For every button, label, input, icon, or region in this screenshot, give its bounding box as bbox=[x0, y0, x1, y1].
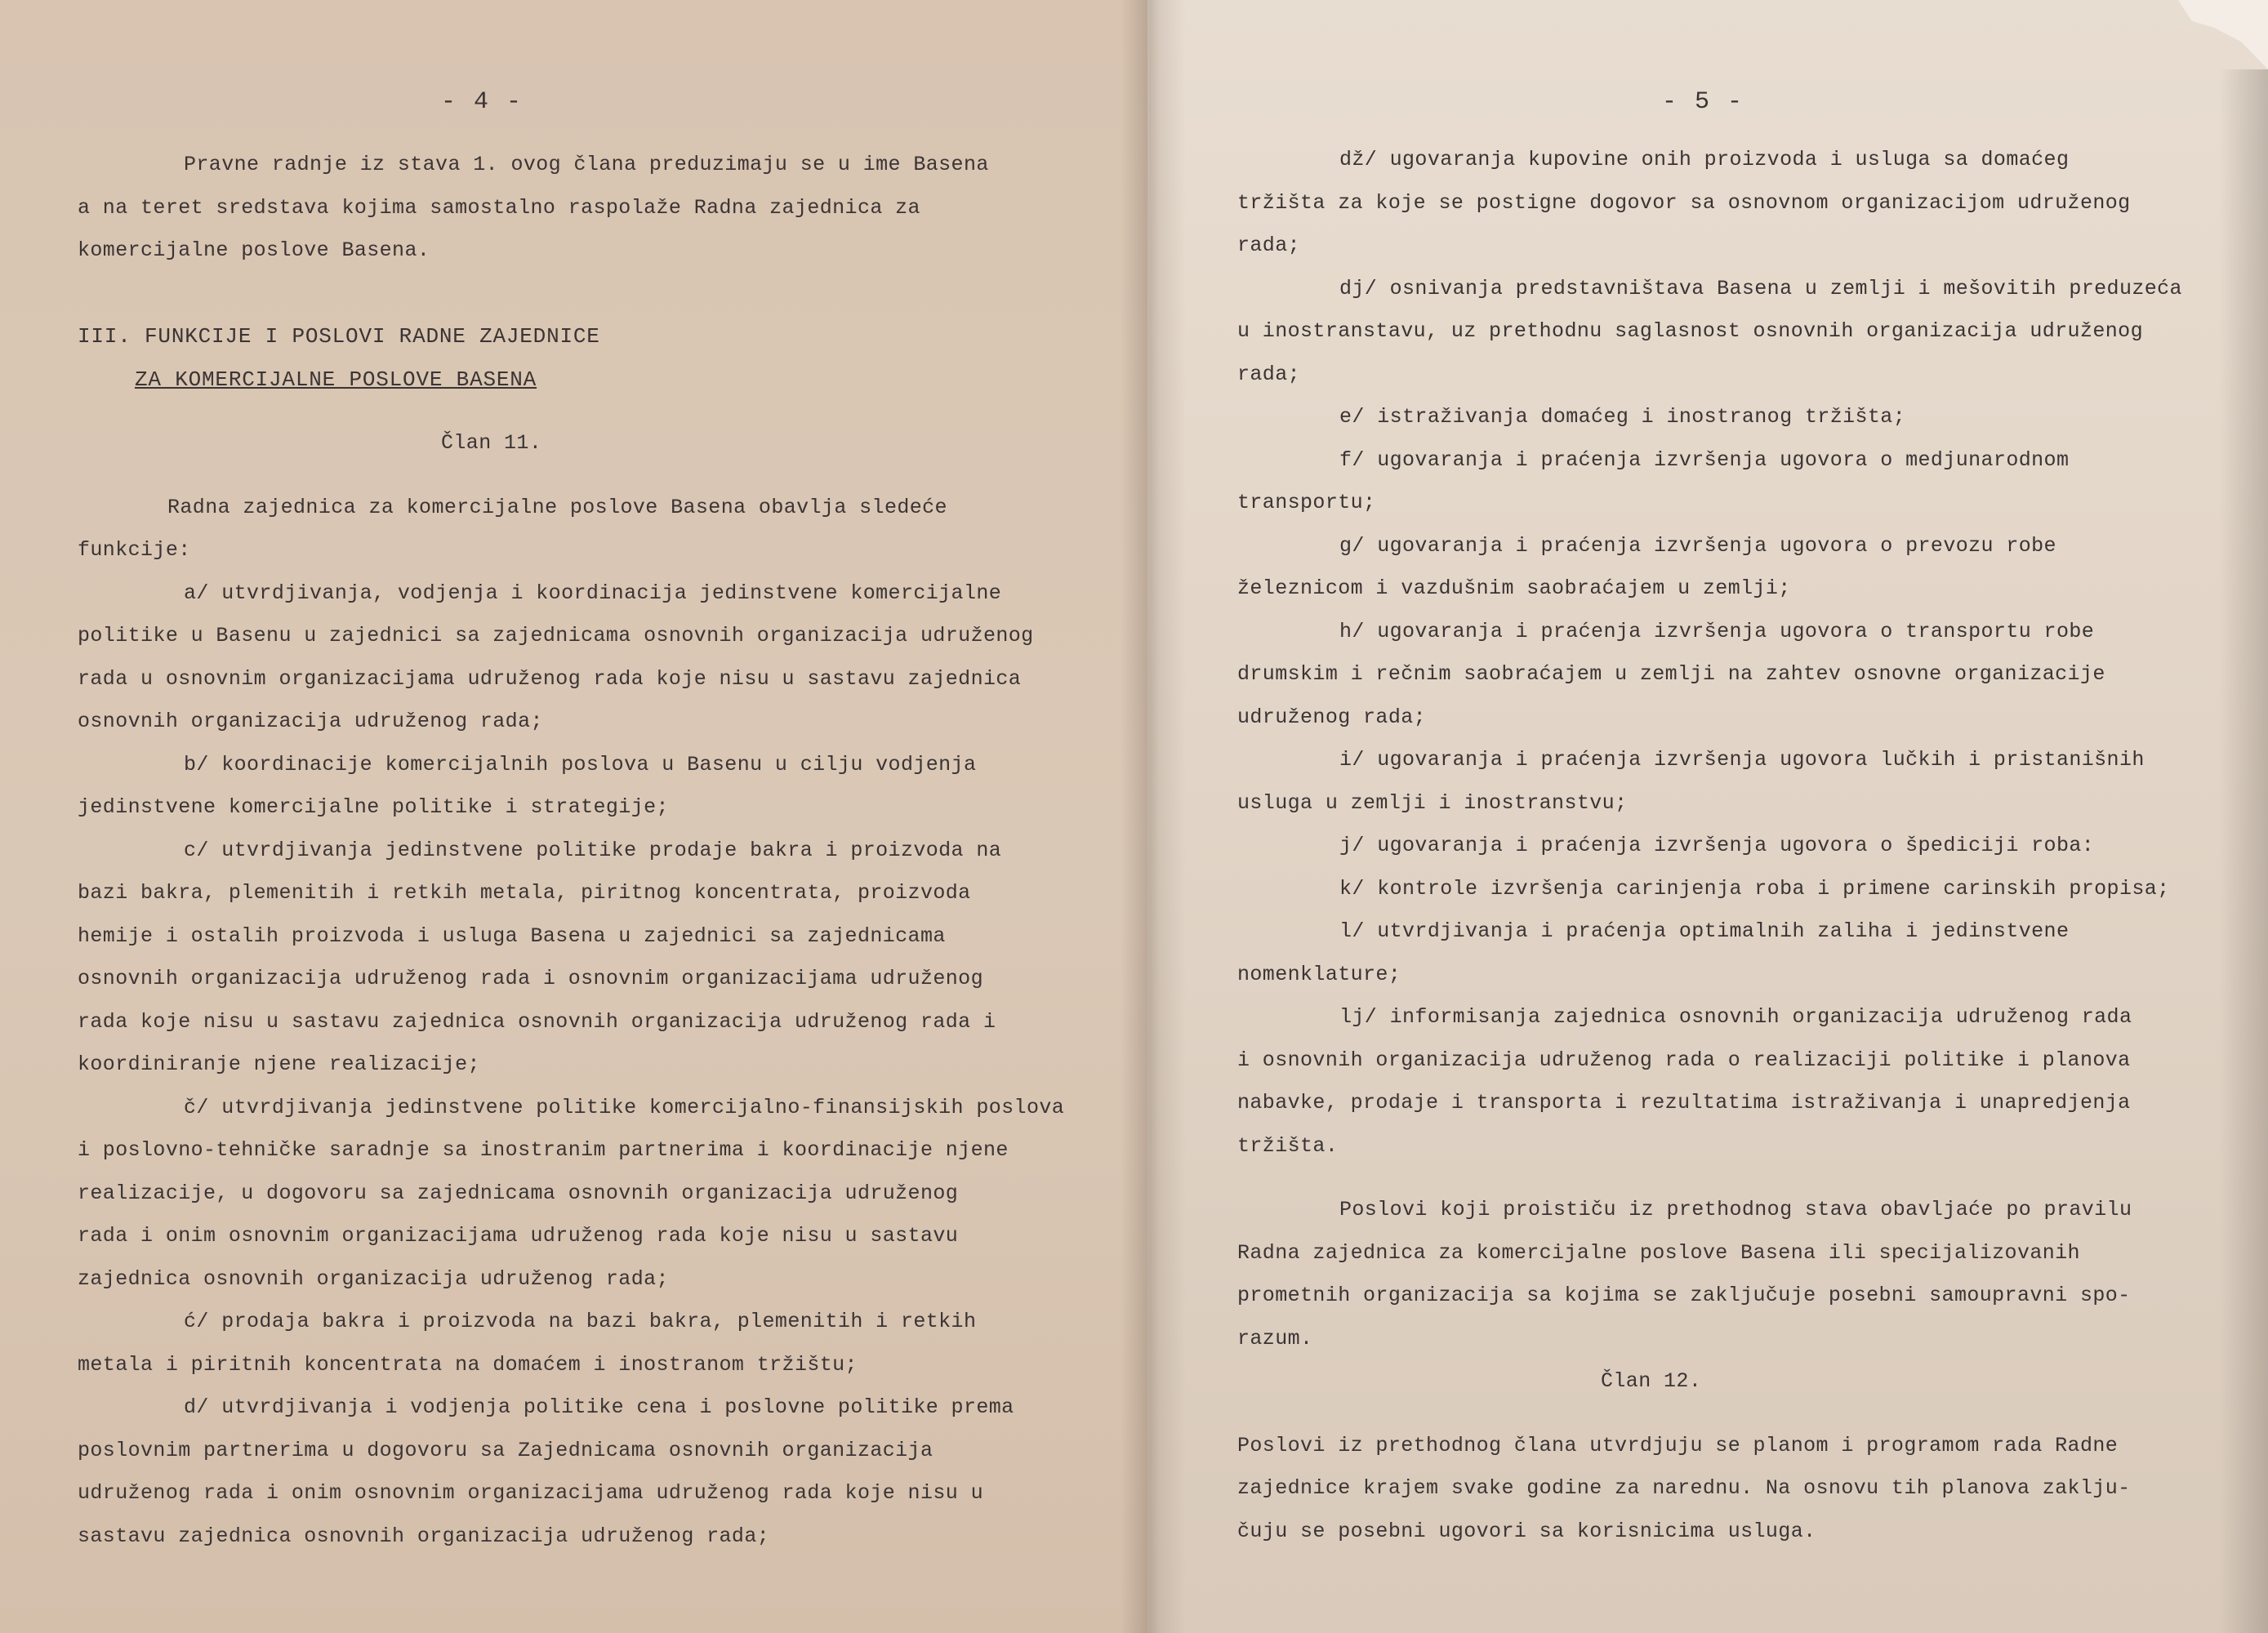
item-line: zajednica osnovnih organizacija udruženog rada; bbox=[78, 1266, 669, 1291]
paragraph-line: čuju se posebni ugovori sa korisnicima usluga. bbox=[1237, 1519, 1816, 1543]
item-line: koordiniranje njene realizacije; bbox=[78, 1052, 480, 1076]
item-line: rada; bbox=[1237, 362, 1301, 386]
paragraph-line: Pravne radnje iz stava 1. ovog člana preduzimaju se u ime Basena bbox=[184, 153, 989, 176]
item-line: metala i piritnih koncentrata na domaćem i inostranom tržištu; bbox=[78, 1352, 858, 1377]
item-line: osnovnih organizacija udruženog rada i osnovnim organizacijama udruženog bbox=[78, 967, 983, 990]
item-line: k/ kontrole izvršenja carinjenja roba i primene carinskih propisa; bbox=[1339, 876, 2170, 901]
item-line: a/ utvrdjivanja, vodjenja i koordinacija jedinstvene komercijalne bbox=[184, 581, 1002, 605]
item-line: nabavke, prodaje i transporta i rezultatima istraživanja i unapredjenja bbox=[1237, 1091, 2131, 1115]
item-line: lj/ informisanja zajednica osnovnih organizacija udruženog rada bbox=[1339, 1005, 2132, 1029]
paragraph-line: Radna zajednica za komercijalne poslove Basena ili specijalizovanih bbox=[1237, 1240, 2080, 1265]
section-heading-continued: ZA KOMERCIJALNE POSLOVE BASENA bbox=[135, 367, 537, 392]
item-line: poslovnim partnerima u dogovoru sa Zajednicama osnovnih organizacija bbox=[78, 1438, 933, 1462]
item-line: j/ ugovaranja i praćenja izvršenja ugovora o špediciji roba: bbox=[1339, 834, 2095, 857]
item-line: rada i onim osnovnim organizacijama udruženog rada koje nisu u sastavu bbox=[78, 1224, 959, 1248]
item-line: usluga u zemlji i inostranstvu; bbox=[1237, 790, 1628, 815]
item-line: drumskim i rečnim saobraćajem u zemlji na zahtev osnovne organizacije bbox=[1237, 662, 2105, 686]
item-line: hemije i ostalih proizvoda i usluga Basena u zajednici sa zajednicama bbox=[78, 923, 946, 948]
item-line: h/ ugovaranja i praćenja izvršenja ugovora o transportu robe bbox=[1339, 619, 2095, 643]
item-line: rada; bbox=[1237, 234, 1301, 257]
item-line: osnovnih organizacija udruženog rada; bbox=[78, 710, 543, 733]
page-edge-shadow bbox=[2219, 69, 2268, 1633]
item-line: f/ ugovaranja i praćenja izvršenja ugovora o medjunarodnom bbox=[1339, 447, 2070, 472]
page-number-4: - 4 - bbox=[441, 88, 524, 116]
item-line: udruženog rada i onim osnovnim organizacijama udruženog rada koje nisu u bbox=[78, 1481, 983, 1505]
item-line: l/ utvrdjivanja i praćenja optimalnih zaliha i jedinstvene bbox=[1339, 919, 2070, 943]
item-line: politike u Basenu u zajednici sa zajednicama osnovnih organizacija udruženog bbox=[78, 624, 1034, 647]
paragraph-line: komercijalne poslove Basena. bbox=[78, 238, 430, 262]
item-line: i poslovno-tehničke saradnje sa inostranim partnerima i koordinacije njene bbox=[78, 1138, 1009, 1162]
paragraph-line: razum. bbox=[1237, 1326, 1313, 1350]
item-line: transportu; bbox=[1237, 491, 1376, 514]
item-line: ć/ prodaja bakra i proizvoda na bazi bakra, plemenitih i retkih bbox=[184, 1310, 977, 1333]
torn-corner bbox=[2178, 0, 2268, 69]
item-line: dž/ ugovaranja kupovine onih proizvoda i usluga sa domaćeg bbox=[1339, 148, 2070, 171]
item-line: sastavu zajednica osnovnih organizacija udruženog rada; bbox=[78, 1524, 770, 1548]
item-line: realizacije, u dogovoru sa zajednicama osnovnih organizacija udruženog bbox=[78, 1181, 959, 1205]
left-page-text bbox=[78, 144, 1065, 1558]
item-line: jedinstvene komercijalne politike i strategije; bbox=[78, 795, 669, 819]
paragraph-line: Poslovi koji proističu iz prethodnog stava obavljaće po pravilu bbox=[1339, 1198, 2132, 1221]
item-line: bazi bakra, plemenitih i retkih metala, piritnog koncentrata, proizvoda bbox=[78, 881, 971, 905]
item-line: dj/ osnivanja predstavništava Basena u zemlji i mešovitih preduzeća bbox=[1339, 276, 2182, 300]
item-line: rada u osnovnim organizacijama udruženog rada koje nisu u sastavu zajednica bbox=[78, 666, 1022, 691]
item-line: e/ istraživanja domaćeg i inostranog tržišta; bbox=[1339, 405, 1906, 429]
section-heading: III. FUNKCIJE I POSLOVI RADNE ZAJEDNICE bbox=[78, 324, 600, 349]
page-number-5: - 5 - bbox=[1662, 88, 1744, 116]
item-line: nomenklature; bbox=[1237, 962, 1401, 986]
paragraph-line: a na teret sredstava kojima samostalno raspolaže Radna zajednica za bbox=[78, 195, 920, 220]
item-line: tržišta za koje se postigne dogovor sa osnovnom organizacijom udruženog bbox=[1237, 190, 2131, 215]
intro-line: Radna zajednica za komercijalne poslove Basena obavlja sledeće bbox=[167, 495, 947, 519]
item-line: i/ ugovaranja i praćenja izvršenja ugovora lučkih i pristanišnih bbox=[1339, 748, 2145, 772]
paragraph-line: Poslovi iz prethodnog člana utvrdjuju se planom i programom rada Radne bbox=[1237, 1433, 2119, 1457]
item-line: d/ utvrdjivanja i vodjenja politike cena i poslovne politike prema bbox=[184, 1395, 1014, 1419]
item-line: b/ koordinacije komercijalnih poslova u Basenu u cilju vodjenja bbox=[184, 752, 977, 776]
item-line: udruženog rada; bbox=[1237, 705, 1427, 729]
paragraph-line: prometnih organizacija sa kojima se zaključuje posebni samoupravni spo- bbox=[1237, 1284, 2131, 1307]
item-line: č/ utvrdjivanja jedinstvene politike komercijalno-finansijskih poslova bbox=[184, 1095, 1065, 1119]
item-line: tržišta. bbox=[1237, 1133, 1339, 1158]
item-line: železnicom i vazdušnim saobraćajem u zemlji; bbox=[1237, 576, 1791, 600]
intro-line: funkcije: bbox=[78, 538, 191, 562]
article-title-12: Član 12. bbox=[1601, 1369, 1702, 1393]
item-line: g/ ugovaranja i praćenja izvršenja ugovora o prevozu robe bbox=[1339, 533, 2056, 558]
page-5 bbox=[1147, 0, 2268, 1633]
item-line: u inostranstavu, uz prethodnu saglasnost osnovnih organizacija udruženog bbox=[1237, 319, 2143, 343]
paragraph-line: zajednice krajem svake godine za narednu. Na osnovu tih planova zaklju- bbox=[1237, 1476, 2131, 1500]
item-line: c/ utvrdjivanja jedinstvene politike prodaje bakra i proizvoda na bbox=[184, 838, 1002, 862]
item-line: i osnovnih organizacija udruženog rada o realizaciji politike i planova bbox=[1237, 1048, 2131, 1072]
right-page-text bbox=[1237, 139, 2193, 1553]
item-line: rada koje nisu u sastavu zajednica osnovnih organizacija udruženog rada i bbox=[78, 1009, 996, 1034]
article-title-11: Član 11. bbox=[441, 431, 542, 455]
